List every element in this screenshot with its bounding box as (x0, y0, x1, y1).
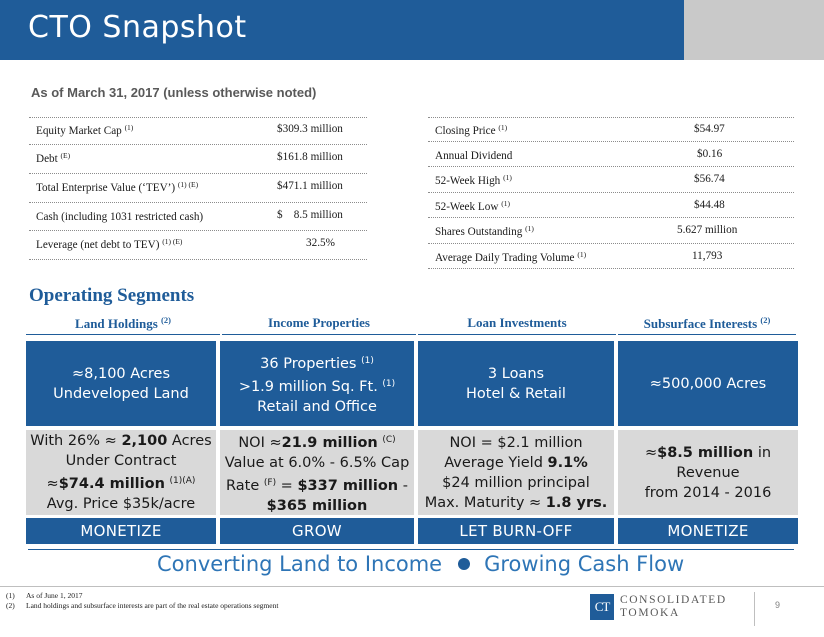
row-label: Equity Market Cap $^{(1)}$ (36, 123, 134, 137)
table-row (428, 167, 794, 193)
loan-detail-box (418, 430, 614, 515)
logo-wordmark: CONSOLIDATED TOMOKA (620, 594, 727, 619)
company-logo (590, 594, 727, 620)
capital-structure-table (29, 117, 367, 260)
footnote: (2) Land holdings and subsurface interests are part of the real estate operations segment (6, 600, 279, 610)
tagline (157, 552, 684, 576)
title-bar (0, 0, 684, 60)
title-accent-block (684, 0, 824, 60)
row-value: 5.627 million (677, 224, 738, 236)
table-row (29, 117, 367, 145)
row-value: $54.97 (694, 123, 725, 135)
income-square-feet: >1.9 million Sq. Ft. $^{(1)}$ (238, 378, 396, 395)
loan-maturity: Max. Maturity ≈ 1.8 yrs. (424, 494, 608, 511)
loan-yield: Average Yield 9.1% (444, 454, 588, 471)
tagline-right: Growing Cash Flow (484, 552, 685, 576)
loan-summary-box (418, 341, 614, 426)
bullet-dot-icon (458, 558, 470, 570)
row-label: Debt $^{(E)}$ (36, 151, 71, 165)
row-label: Shares Outstanding $^{(1)}$ (435, 224, 534, 238)
segment-title-loan: Loan Investments (467, 315, 567, 330)
income-cap-rate: Value at 6.0% - 6.5% Cap (224, 454, 410, 471)
table-row (428, 193, 794, 218)
subsurface-revenue-period: from 2014 - 2016 (644, 484, 772, 501)
row-value: $0.16 (697, 148, 723, 160)
row-label: 52-Week Low $^{(1)}$ (435, 199, 510, 213)
income-property-types: Retail and Office (257, 398, 377, 415)
subsurface-strategy-label: MONETIZE (618, 518, 798, 544)
income-strategy-label: GROW (220, 518, 414, 544)
as-of-note: As of March 31, 2017 (unless otherwise noted) (31, 85, 317, 100)
segment-title-income: Income Properties (268, 315, 370, 330)
row-label: Total Enterprise Value (‘TEV’) $^{(1) (E)}$ (36, 180, 199, 194)
loan-principal: $24 million principal (442, 474, 590, 491)
table-row (29, 203, 367, 231)
row-value: $ 8.5 million (277, 209, 343, 221)
row-value: $44.48 (694, 199, 725, 211)
subsurface-acres: ≈500,000 Acres (649, 375, 767, 392)
loan-types: Hotel & Retail (466, 385, 566, 402)
land-contract-line: With 26% ≈ 2,100 Acres (30, 433, 212, 449)
income-noi: NOI ≈21.9 million $^{(C)}$ (238, 434, 396, 451)
row-value: $309.3 million (277, 123, 343, 135)
land-type: Undeveloped Land (53, 385, 189, 402)
logo-mark-icon: CT (590, 594, 614, 620)
row-label: Average Daily Trading Volume $^{(1)}$ (435, 250, 587, 264)
row-value: $471.1 million (277, 180, 343, 192)
page-title: CTO Snapshot (28, 10, 247, 45)
tagline-left: Converting Land to Income (157, 552, 443, 576)
subsurface-revenue: ≈$8.5 million in Revenue (644, 444, 772, 481)
loan-strategy-label: LET BURN-OFF (418, 518, 614, 544)
land-strategy-label: MONETIZE (26, 518, 216, 544)
row-label: 52-Week High $^{(1)}$ (435, 173, 512, 187)
land-avg-price: Avg. Price $35k/acre (46, 496, 196, 512)
segment-underline (222, 334, 416, 335)
row-value: 11,793 (692, 250, 723, 262)
page-number: 9 (775, 600, 781, 610)
row-label: Leverage (net debt to TEV) $^{(1) (E)}$ (36, 237, 183, 251)
land-contract-line-2: Under Contract (65, 453, 177, 469)
row-label: Closing Price $^{(1)}$ (435, 123, 508, 137)
subsurface-detail-box (618, 430, 798, 515)
row-value: 32.5% (306, 237, 335, 249)
segment-underline (26, 334, 220, 335)
stock-metrics-table (428, 117, 794, 269)
subsurface-summary-box (618, 341, 798, 426)
row-value: $161.8 million (277, 151, 343, 163)
land-summary-box (26, 341, 216, 426)
tagline-top-rule (28, 549, 794, 550)
footnote: (1) As of June 1, 2017 (6, 591, 83, 600)
table-row (29, 231, 367, 260)
table-row (29, 174, 367, 203)
income-value-range: Rate $^{(F)}$ = $337 million - (226, 477, 408, 494)
income-detail-box (220, 430, 414, 515)
row-value: $56.74 (694, 173, 725, 185)
segment-underline (618, 334, 796, 335)
row-label: Annual Dividend (435, 150, 513, 162)
footer-rule (0, 586, 824, 587)
loan-noi: NOI = $2.1 million (449, 434, 583, 451)
logo-divider (754, 592, 755, 626)
land-detail-box (26, 430, 216, 515)
loan-count: 3 Loans (487, 365, 545, 382)
table-row (428, 117, 794, 142)
income-summary-box (220, 341, 414, 426)
income-properties-count: 36 Properties $^{(1)}$ (260, 355, 374, 372)
land-contract-value: ≈$74.4 million $^{(1)(A)}$ (46, 476, 196, 492)
table-row (428, 218, 794, 244)
segments-heading: Operating Segments (29, 285, 195, 306)
table-row (428, 244, 794, 269)
segment-underline (418, 334, 616, 335)
table-row (29, 145, 367, 174)
table-row (428, 142, 794, 167)
land-acres: ≈8,100 Acres (71, 365, 171, 382)
segment-title-land: Land Holdings $^{(2)}$ (75, 315, 171, 331)
row-label: Cash (including 1031 restricted cash) (36, 211, 204, 223)
income-value-upper: $365 million (266, 497, 368, 514)
segment-title-subsurface: Subsurface Interests $^{(2)}$ (643, 315, 771, 331)
footnotes (6, 591, 278, 610)
